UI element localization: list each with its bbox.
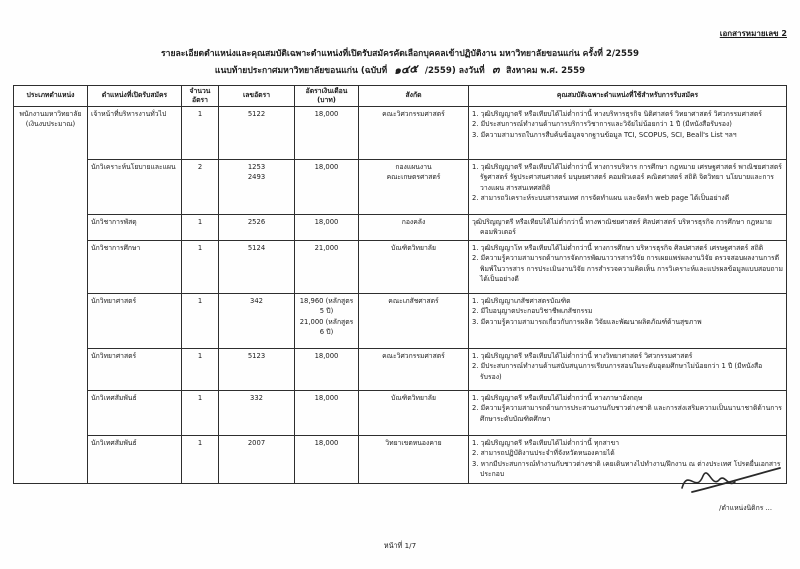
- number-cell: 5124: [219, 240, 295, 293]
- title-line-1: รายละเอียดตำแหน่งและคุณสมบัติเฉพาะตำแหน่งที่เปิดรับสมัครคัดเลือกบุคคลเข้าปฏิบัติงาน มหาวิทยาลัยขอนแก่น ครั้งที่ 2/2559: [161, 49, 639, 59]
- col-header-position-type: ประเภทตำแหน่ง: [14, 86, 88, 107]
- affiliation-cell: บัณฑิตวิทยาลัย: [359, 390, 469, 435]
- title-line-2-mid: /2559) ลงวันที่: [424, 66, 485, 76]
- table-row: [14, 390, 787, 435]
- qualification-line: 2. มีความรู้ความสามารถด้านการประสานงานกับชาวต่างชาติ และการส่งเสริมความเป็นนานาชาติด้านการศึกษาระดับบัณฑิตศึกษา: [472, 404, 782, 423]
- number-cell: 5123: [219, 348, 295, 390]
- number-cell: 5122: [219, 106, 295, 159]
- qualification-line: 1. วุฒิปริญญาโท หรือเทียบได้ไม่ต่ำกว่านี้ ทางการศึกษา บริหารธุรกิจ ศิลปศาสตร์ เศรษฐศาสตร์ สถิติ: [472, 243, 764, 252]
- qualifications-cell: [469, 348, 787, 390]
- positions-table: [13, 85, 787, 484]
- position-cell: นักวิทยาศาสตร์: [88, 293, 182, 348]
- qualification-line: 1. วุฒิปริญญาตรี หรือเทียบได้ไม่ต่ำกว่านี้ ทางการบริหาร การศึกษา กฎหมาย เศรษฐศาสตร์ พาณิชยศาสตร์ รัฐศาสตร์ รัฐประศาสนศาสตร์ มนุษยศาสตร์ คอมพิวเตอร์ คณิตศาสตร์ สถิติ จิตวิทยา นโยบายและการวางแผน สารสนเทศสถิติ: [472, 162, 782, 192]
- position-cell: นักวิเคราะห์นโยบายและแผน: [88, 159, 182, 214]
- affiliation-cell: วิทยาเขตหนองคาย: [359, 435, 469, 483]
- number-cell: 342: [219, 293, 295, 348]
- position-type-cell: [14, 106, 88, 483]
- affiliation-cell: คณะเภสัชศาสตร์: [359, 293, 469, 348]
- col-header-count: จำนวนอัตรา: [182, 86, 219, 107]
- qualification-line: 2. สามารถปฏิบัติงานประจำที่จังหวัดหนองคายได้: [472, 449, 615, 458]
- col-header-affiliation: สังกัด: [359, 86, 469, 107]
- qualifications-cell: [469, 390, 787, 435]
- qualifications-cell: [469, 435, 787, 483]
- qualification-line: 3. มีความรู้ความสามารถเกี่ยวกับการผลิต วิจัยและพัฒนาผลิตภัณฑ์ด้านสุขภาพ: [472, 317, 702, 326]
- position-cell: นักวิชาการศึกษา: [88, 240, 182, 293]
- qualification-line: 1. วุฒิปริญญาตรี หรือเทียบได้ไม่ต่ำกว่านี้ ทางวิทยาศาสตร์ วิศวกรรมศาสตร์: [472, 351, 693, 360]
- position-type-line: พนักงานมหาวิทยาลัย: [19, 109, 82, 118]
- number-cell: 332: [219, 390, 295, 435]
- number-cell: 1253 2493: [219, 159, 295, 214]
- table-row: [14, 435, 787, 483]
- title-line-2-suffix: สิงหาคม พ.ศ. 2559: [506, 66, 586, 76]
- header-row: [14, 86, 787, 107]
- continuation-note: /ตำแหน่งนิติกร ...: [719, 504, 772, 512]
- qualification-line: 1. วุฒิปริญญาตรี หรือเทียบได้ไม่ต่ำกว่านี้ ทุกสาขา: [472, 438, 620, 447]
- table-row: [14, 240, 787, 293]
- affiliation-cell: กองแผนงาน คณะเกษตรศาสตร์: [359, 159, 469, 214]
- position-type-line: (เงินงบประมาณ): [25, 120, 76, 129]
- qualification-line: 2. มีประสบการณ์ทำงานด้านการบริการวิชาการและวิจัยไม่น้อยกว่า 1 ปี (มีหนังสือรับรอง): [472, 120, 732, 129]
- salary-cell: 18,000: [295, 106, 359, 159]
- qualification-line: 1. วุฒิปริญญาเภสัชศาสตรบัณฑิต: [472, 296, 571, 305]
- count-cell: 1: [182, 293, 219, 348]
- salary-cell: 18,000: [295, 348, 359, 390]
- salary-cell: 18,000: [295, 390, 359, 435]
- count-cell: 1: [182, 435, 219, 483]
- handwritten-announcement-number: ๑๔๕: [393, 62, 419, 77]
- page-number: หน้าที่ 1/7: [383, 541, 417, 550]
- salary-cell: 18,000: [295, 435, 359, 483]
- qualifications-cell: [469, 214, 787, 240]
- qualification-line: 1. วุฒิปริญญาตรี หรือเทียบได้ไม่ต่ำกว่านี้ ทางภาษาอังกฤษ: [472, 393, 643, 402]
- position-cell: นักวิเทศสัมพันธ์: [88, 390, 182, 435]
- qualifications-cell: [469, 159, 787, 214]
- salary-cell: 18,000: [295, 214, 359, 240]
- qualification-line: 2. สามารถวิเคราะห์ระบบสารสนเทศ การจัดทำแผน และจัดทำ web page ได้เป็นอย่างดี: [472, 194, 730, 203]
- title-line-2: [0, 63, 800, 80]
- count-cell: 1: [182, 390, 219, 435]
- count-cell: 1: [182, 106, 219, 159]
- table-row: [14, 159, 787, 214]
- salary-cell: 18,000: [295, 159, 359, 214]
- qualifications-cell: [469, 293, 787, 348]
- affiliation-cell: บัณฑิตวิทยาลัย: [359, 240, 469, 293]
- position-cell: เจ้าหน้าที่บริหารงานทั่วไป: [88, 106, 182, 159]
- qualification-line: 2. มีใบอนุญาตประกอบวิชาชีพเภสัชกรรม: [472, 307, 593, 316]
- col-header-salary: อัตราเงินเดือน (บาท): [295, 86, 359, 107]
- table-row: [14, 214, 787, 240]
- affiliation-cell: คณะวิศวกรรมศาสตร์: [359, 348, 469, 390]
- col-header-qualifications: คุณสมบัติเฉพาะตำแหน่งที่ใช้สำหรับการรับสมัคร: [469, 86, 787, 107]
- col-header-number: เลขอัตรา: [219, 86, 295, 107]
- qualification-line: วุฒิปริญญาตรี หรือเทียบได้ไม่ต่ำกว่านี้ ทางพาณิชยศาสตร์ ศิลปศาสตร์ บริหารธุรกิจ การศึกษา กฎหมาย คอมพิวเตอร์: [472, 217, 772, 237]
- qualifications-cell: [469, 240, 787, 293]
- number-cell: 2526: [219, 214, 295, 240]
- position-cell: นักวิเทศสัมพันธ์: [88, 435, 182, 483]
- table-row: [14, 348, 787, 390]
- count-cell: 1: [182, 214, 219, 240]
- affiliation-cell: กองคลัง: [359, 214, 469, 240]
- count-cell: 2: [182, 159, 219, 214]
- title-line-2-prefix: แนบท้ายประกาศมหาวิทยาลัยขอนแก่น (ฉบับที่: [214, 66, 388, 76]
- number-cell: 2007: [219, 435, 295, 483]
- salary-cell: 18,960 (หลักสูตร 5 ปี) 21,000 (หลักสูตร 6 ปี): [295, 293, 359, 348]
- table-row: [14, 106, 787, 159]
- count-cell: 1: [182, 348, 219, 390]
- qualification-line: 3. หากมีประสบการณ์ทำงานกับชาวต่างชาติ เคยเดินทางไปทำงาน/ฝึกงาน ณ ต่างประเทศ โปรดยื่นเอกสารประกอบ: [472, 459, 781, 479]
- qualification-line: 3. มีความสามารถในการสืบค้นข้อมูลจากฐานข้อมูล TCI, SCOPUS, SCI, Beall's List ฯลฯ: [472, 130, 737, 139]
- doc-number-label: เอกสารหมายเลข 2: [719, 29, 787, 38]
- document-title: [0, 46, 800, 80]
- salary-cell: 21,000: [295, 240, 359, 293]
- handwritten-day-number: ๓: [491, 62, 500, 77]
- count-cell: 1: [182, 240, 219, 293]
- qualification-line: 2. มีประสบการณ์ทำงานด้านสนับสนุนการเรียนการสอนในระดับอุดมศึกษาไม่น้อยกว่า 1 ปี (มีหนังสือรับรอง): [472, 362, 763, 381]
- qualification-line: 2. มีความรู้ความสามารถด้านการจัดการพัฒนาวารสารวิจัย การเผยแพร่ผลงานวิจัย ตรวจสอบผลงานการตีพิมพ์ในวารสาร การประเมินงานวิจัย การสำรวจความคิดเห็น การวิเคราะห์และแปรผลข้อมูลแบบสอบถามได้เป็นอย่างดี: [472, 254, 783, 284]
- col-header-position: ตำแหน่งที่เปิดรับสมัคร: [88, 86, 182, 107]
- table-row: [14, 293, 787, 348]
- position-cell: นักวิทยาศาสตร์: [88, 348, 182, 390]
- position-cell: นักวิชาการพัสดุ: [88, 214, 182, 240]
- affiliation-cell: คณะวิศวกรรมศาสตร์: [359, 106, 469, 159]
- qualification-line: 1. วุฒิปริญญาตรี หรือเทียบได้ไม่ต่ำกว่านี้ ทางบริหารธุรกิจ นิติศาสตร์ วิทยาศาสตร์ วิศวกรรมศาสตร์: [472, 109, 762, 118]
- qualifications-cell: [469, 106, 787, 159]
